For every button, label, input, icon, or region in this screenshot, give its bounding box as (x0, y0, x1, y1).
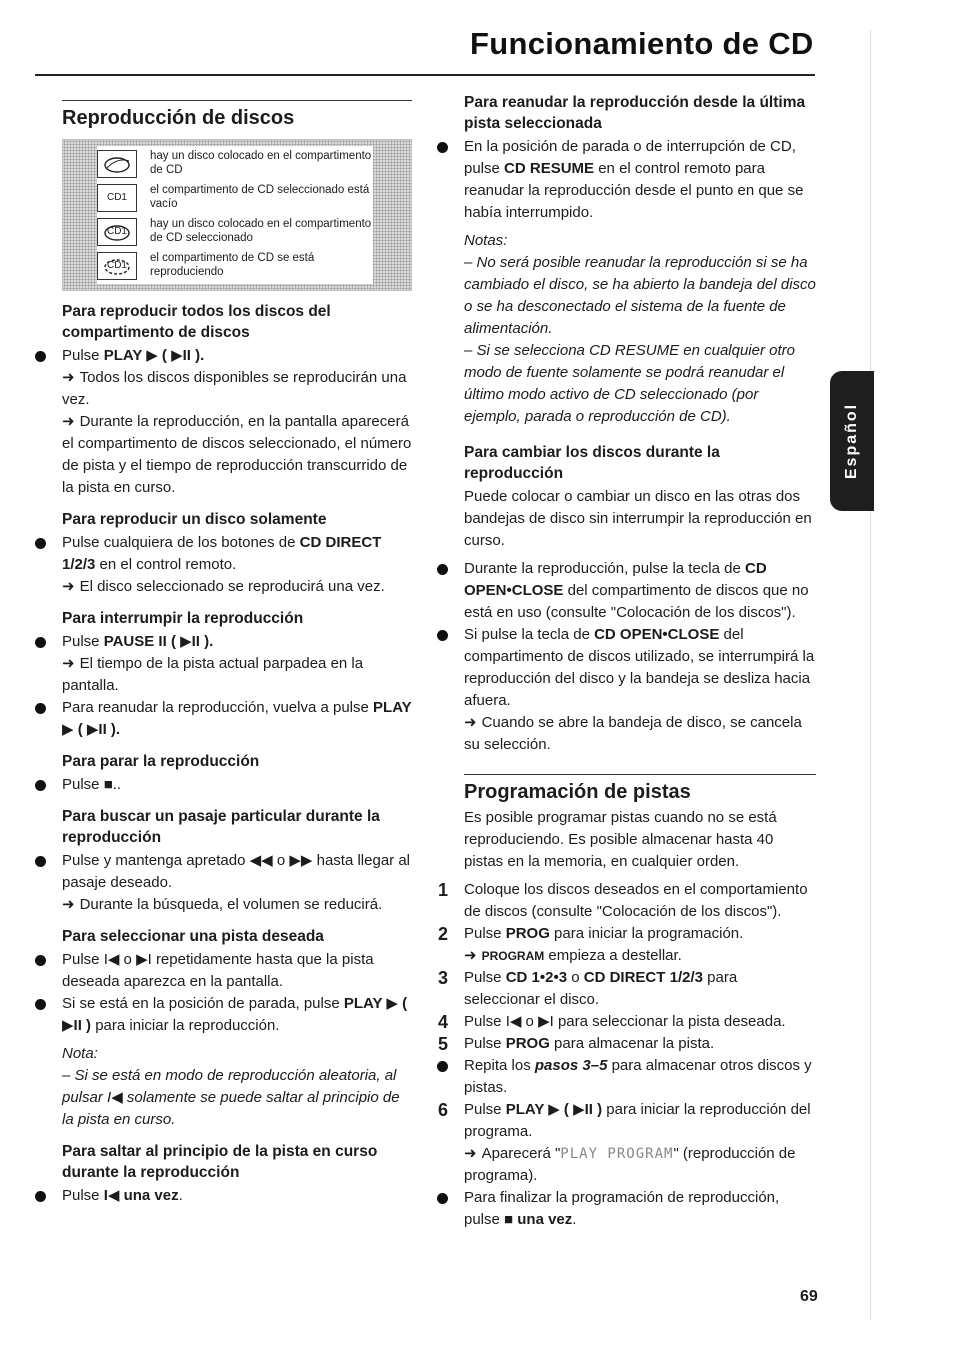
cd1-disc-icon (97, 218, 137, 246)
legend-row (97, 216, 373, 248)
icon-legend-panel (97, 146, 373, 284)
language-tab (830, 371, 874, 511)
legend-text: hay un disco colocado en el compartimento de CD seleccionado (150, 218, 372, 244)
paragraph: Puede colocar o cambiar un disco en las otras dos bandejas de disco sin interrumpir la reproducción en curso. (464, 488, 812, 549)
bullet-item: Pulse ■.. (62, 774, 412, 796)
bullet-item: Para reanudar la reproducción, vuelva a pulse PLAY ▶ ( ▶II ). (62, 697, 412, 741)
step-item: 1 Coloque los discos deseados en el comportamiento de discos (consulte "Colocación de los discos"). (438, 880, 808, 920)
page-number: 69 (800, 1288, 818, 1305)
arrow-icon: ➜ (464, 947, 477, 964)
bullet-item: Pulse I◀ una vez. (62, 1185, 412, 1207)
legend-row (97, 182, 373, 214)
arrow-icon: ➜ (62, 578, 75, 595)
disc-tray-icon (97, 150, 137, 178)
subheading: Para reproducir todos los discos del compartimento de discos (62, 303, 331, 341)
step-number: 2 (438, 924, 449, 944)
note-text: – No será posible reanudar la reproducción si se ha cambiado el disco, se ha abierto la bandeja del disco o se ha desconectado el sistema de la fuente de alimentación. (464, 254, 816, 337)
step-item: 4 Pulse I◀ o ▶I para seleccionar la pista deseada. (438, 1012, 786, 1032)
bullet-item: Pulse I◀ o ▶I repetidamente hasta que la pista deseada aparezca en la pantalla. (62, 949, 412, 993)
result-item: ➜ Durante la reproducción, en la pantalla aparecerá el compartimento de discos seleccionado, el número de pista y el tiempo de reproducción transcurrido de la pista en curso. (62, 413, 412, 496)
left-column (62, 100, 412, 1207)
step-item: 2 Pulse PROG para iniciar la programación. (438, 924, 744, 944)
bullet-item: Durante la reproducción, pulse la tecla de CD OPEN•CLOSE del compartimento de discos que no está en uso (consulte "Colocación de los discos"). (464, 558, 816, 624)
arrow-icon: ➜ (62, 369, 75, 386)
section-title-reproduccion: Reproducción de discos (62, 107, 295, 129)
cd1-label: CD1 (106, 260, 127, 271)
arrow-icon: ➜ (62, 896, 75, 913)
result-item: ➜ El tiempo de la pista actual parpadea en la pantalla. (62, 655, 364, 694)
notes-label: Notas: (464, 232, 508, 249)
step-number: 1 (438, 880, 449, 900)
result-item: ➜ Durante la búsqueda, el volumen se reducirá. (62, 896, 383, 913)
note-label: Nota: (62, 1045, 98, 1062)
bullet-item: Pulse PAUSE II ( ▶II ). (62, 631, 412, 653)
subheading: Para interrumpir la reproducción (62, 610, 304, 627)
note-text: – Si se está en modo de reproducción aleatoria, al pulsar I◀ solamente se puede saltar al principio de la pista en curso. (62, 1067, 400, 1128)
step-number: 6 (438, 1100, 449, 1120)
cd1-tray-icon: CD1 (97, 184, 137, 212)
section-rule (62, 100, 412, 101)
bullet-item: Pulse y mantenga apretado ◀◀ o ▶▶ hasta llegar al pasaje deseado. (62, 850, 412, 894)
bullet-item: Para finalizar la programación de reproducción, pulse ■ una vez. (464, 1187, 816, 1231)
legend-text: el compartimento de CD seleccionado está vacío (150, 184, 370, 210)
subheading: Para saltar al principio de la pista en curso durante la reproducción (62, 1143, 378, 1181)
page-edge-line (870, 30, 871, 1320)
arrow-icon: ➜ (464, 1145, 477, 1162)
subheading: Para buscar un pasaje particular durante la reproducción (62, 808, 380, 846)
result-item: ➜ Cuando se abre la bandeja de disco, se cancela su selección. (464, 714, 802, 753)
legend-row (97, 148, 373, 180)
cd1-label: CD1 (106, 226, 127, 237)
step-number: 3 (438, 968, 449, 988)
right-column (438, 92, 816, 1231)
note-text: – Si se selecciona CD RESUME en cualquier otro modo de fuente solamente se podrá reanudar el último modo activo de CD seleccionado (por ejemplo, parada o reproducción de CD). (464, 342, 795, 425)
result-item: ➜ El disco seleccionado se reproducirá una vez. (62, 578, 385, 595)
arrow-icon: ➜ (62, 655, 75, 672)
lcd-display-text: PLAY PROGRAM (560, 1146, 674, 1162)
bullet-item: Si se está en la posición de parada, pulse PLAY ▶ ( ▶II ) para iniciar la reproducción. (62, 993, 412, 1037)
bullet-item: Pulse cualquiera de los botones de CD DIRECT 1/2/3 en el control remoto. (62, 532, 412, 576)
cd1-playing-icon (97, 252, 137, 280)
subheading: Para cambiar los discos durante la reproducción (464, 444, 720, 482)
result-item: ➜ Aparecerá "PLAY PROGRAM" (reproducción de programa). (464, 1145, 796, 1184)
page-title: Funcionamiento de CD (470, 26, 814, 61)
result-item: ➜ PROGRAM empieza a destellar. (464, 947, 682, 964)
step-item: 3 Pulse CD 1•2•3 o CD DIRECT 1/2/3 para seleccionar el disco. (438, 968, 738, 1008)
result-item: ➜ Todos los discos disponibles se reproducirán una vez. (62, 369, 407, 408)
arrow-icon: ➜ (62, 413, 75, 430)
legend-text: el compartimento de CD se está reproduciendo (150, 252, 315, 278)
subheading: Para reproducir un disco solamente (62, 511, 327, 528)
step-item: 6 Pulse PLAY ▶ ( ▶II ) para iniciar la reproducción del programa. (438, 1100, 811, 1140)
subheading: Para parar la reproducción (62, 753, 260, 770)
subheading: Para reanudar la reproducción desde la última pista seleccionada (464, 94, 806, 132)
step-number: 5 (438, 1034, 449, 1054)
subheading: Para seleccionar una pista deseada (62, 928, 324, 945)
paragraph: Es posible programar pistas cuando no se está reproduciendo. Es posible almacenar hasta 40 pistas en la memoria, en cualquier orden. (464, 809, 777, 870)
bullet-item: Pulse PLAY ▶ ( ▶II ). (62, 345, 412, 367)
bullet-item: Si pulse la tecla de CD OPEN•CLOSE del compartimento de discos utilizado, se interrumpirá la reproducción del disco y la bandeja se desliza hacia afuera. (464, 624, 816, 712)
step-item: 5 Pulse PROG para almacenar la pista. (438, 1034, 715, 1054)
arrow-icon: ➜ (464, 714, 477, 731)
icon-legend (62, 139, 412, 291)
title-rule (35, 74, 815, 76)
language-tab-label: Español (843, 402, 860, 480)
bullet-item: En la posición de parada o de interrupción de CD, pulse CD RESUME en el control remoto para reanudar la reproducción desde el punto en que se había interrumpido. (464, 136, 816, 224)
section-title-programacion: Programación de pistas (464, 781, 691, 803)
legend-row (97, 250, 373, 282)
bullet-item: Repita los pasos 3–5 para almacenar otros discos y pistas. (464, 1055, 816, 1099)
section-rule (464, 774, 816, 775)
step-number: 4 (438, 1012, 449, 1032)
legend-text: hay un disco colocado en el compartimento de CD (150, 150, 372, 176)
